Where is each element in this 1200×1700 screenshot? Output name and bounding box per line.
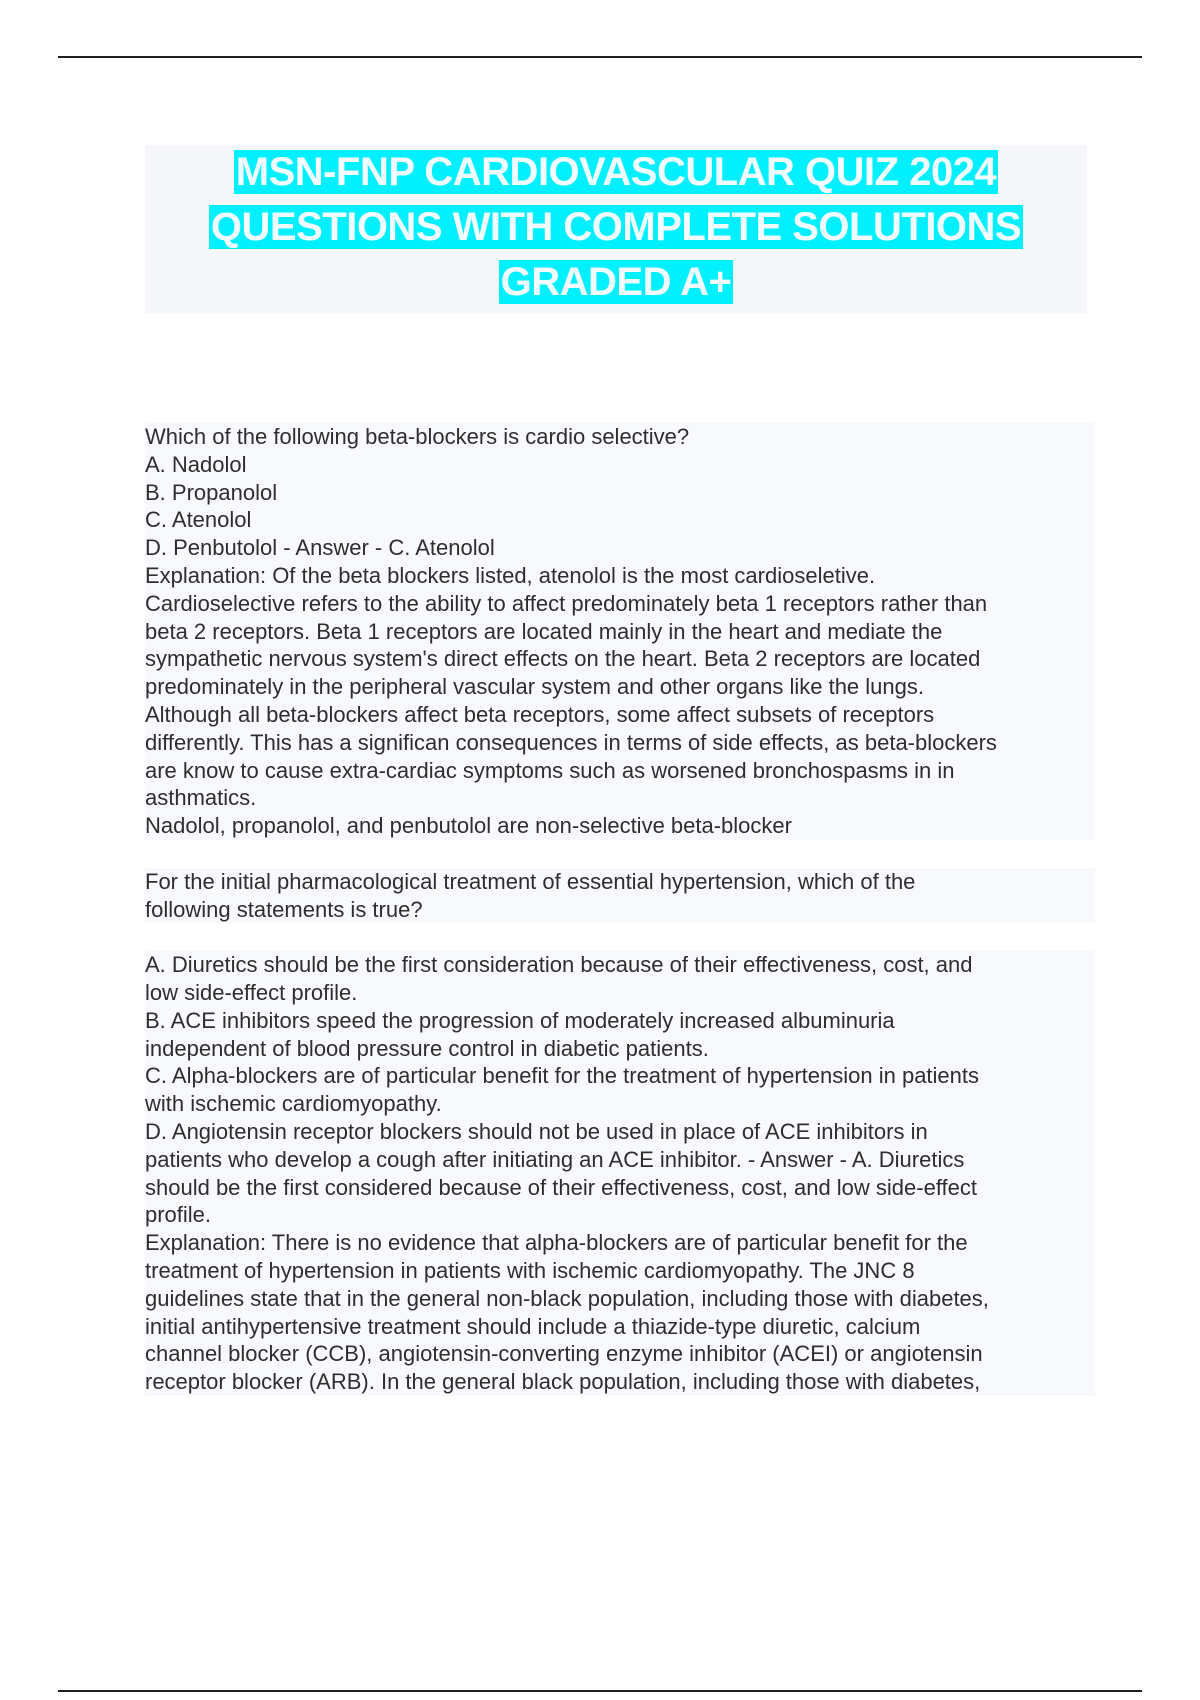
question-2-option-d-answer: profile. <box>145 1201 1095 1229</box>
title-line-1: MSN-FNP CARDIOVASCULAR QUIZ 2024 <box>235 150 997 194</box>
question-2-stem: following statements is true? <box>145 896 1095 924</box>
footer-rule <box>58 1690 1142 1692</box>
question-1-explanation-line: asthmatics. <box>145 784 1095 812</box>
question-1-option-a: A. Nadolol <box>145 451 1095 479</box>
question-1-explanation-line: are know to cause extra-cardiac symptoms such as worsened bronchospasms in in <box>145 757 1095 785</box>
question-2-explanation-line: receptor blocker (ARB). In the general black population, including those with diabetes, <box>145 1368 1095 1396</box>
question-1-stem: Which of the following beta-blockers is cardio selective? <box>145 423 1095 451</box>
question-2-option-d-answer: D. Angiotensin receptor blockers should not be used in place of ACE inhibitors in <box>145 1118 1095 1146</box>
question-2-stem: For the initial pharmacological treatment of essential hypertension, which of the <box>145 868 1095 896</box>
question-2-explanation-line: initial antihypertensive treatment should include a thiazide-type diuretic, calcium <box>145 1313 1095 1341</box>
question-1 <box>145 423 1095 840</box>
question-1-explanation-line: Cardioselective refers to the ability to affect predominately beta 1 receptors rather than <box>145 590 1095 618</box>
paragraph-spacer <box>145 923 1095 951</box>
question-2-explanation-line: Explanation: There is no evidence that alpha-blockers are of particular benefit for the <box>145 1229 1095 1257</box>
question-2-option-d-answer: should be the first considered because of their effectiveness, cost, and low side-effect <box>145 1174 1095 1202</box>
question-2-option-d-answer: patients who develop a cough after initiating an ACE inhibitor. - Answer - A. Diuretics <box>145 1146 1095 1174</box>
question-2-explanation-line: guidelines state that in the general non-black population, including those with diabetes, <box>145 1285 1095 1313</box>
paragraph-spacer <box>145 840 1095 868</box>
question-1-explanation-line: beta 2 receptors. Beta 1 receptors are located mainly in the heart and mediate the <box>145 618 1095 646</box>
document-body <box>145 423 1095 1396</box>
question-2 <box>145 868 1095 1396</box>
question-2-option-c: with ischemic cardiomyopathy. <box>145 1090 1095 1118</box>
question-1-explanation-line: differently. This has a significan consequences in terms of side effects, as beta-blockers <box>145 729 1095 757</box>
question-2-option-a: low side-effect profile. <box>145 979 1095 1007</box>
header-rule <box>58 56 1142 58</box>
question-2-option-b: B. ACE inhibitors speed the progression of moderately increased albuminuria <box>145 1007 1095 1035</box>
question-2-explanation-line: treatment of hypertension in patients with ischemic cardiomyopathy. The JNC 8 <box>145 1257 1095 1285</box>
question-1-explanation-line: sympathetic nervous system's direct effects on the heart. Beta 2 receptors are located <box>145 645 1095 673</box>
question-2-option-c: C. Alpha-blockers are of particular benefit for the treatment of hypertension in patients <box>145 1062 1095 1090</box>
question-1-explanation-line: Nadolol, propanolol, and penbutolol are non-selective beta-blocker <box>145 812 1095 840</box>
question-1-explanation-line: Although all beta-blockers affect beta receptors, some affect subsets of receptors <box>145 701 1095 729</box>
question-2-option-a: A. Diuretics should be the first consideration because of their effectiveness, cost, and <box>145 951 1095 979</box>
question-1-option-d-answer: D. Penbutolol - Answer - C. Atenolol <box>145 534 1095 562</box>
document-title <box>145 145 1087 313</box>
question-1-explanation-line: Explanation: Of the beta blockers listed, atenolol is the most cardioseletive. <box>145 562 1095 590</box>
question-2-explanation-line: channel blocker (CCB), angiotensin-converting enzyme inhibitor (ACEI) or angiotensin <box>145 1340 1095 1368</box>
title-line-2: QUESTIONS WITH COMPLETE SOLUTIONS <box>210 205 1022 249</box>
question-2-option-b: independent of blood pressure control in diabetic patients. <box>145 1035 1095 1063</box>
title-line-3: GRADED A+ <box>500 260 732 304</box>
question-1-explanation-line: predominately in the peripheral vascular system and other organs like the lungs. <box>145 673 1095 701</box>
question-1-option-c: C. Atenolol <box>145 506 1095 534</box>
question-1-option-b: B. Propanolol <box>145 479 1095 507</box>
